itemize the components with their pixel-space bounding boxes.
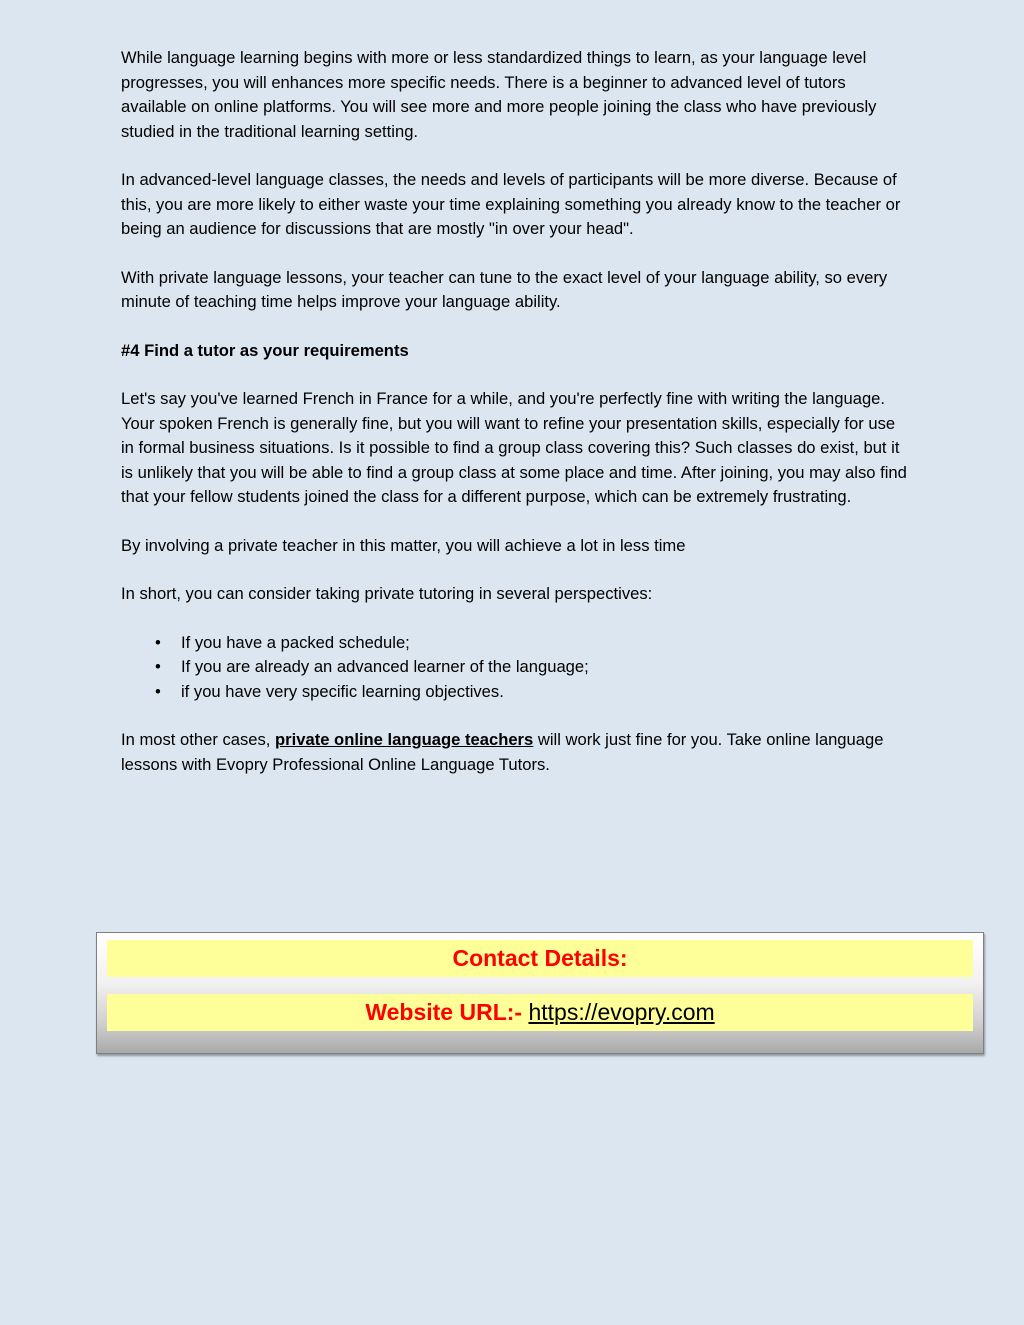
closing-text-start: In most other cases, [121,730,276,749]
paragraph-private-lessons: With private language lessons, your teacher can tune to the exact level of your language ability, so every minute of teaching time helps improve your language ability. [121,267,888,311]
contact-details-title: Contact Details: [452,945,628,971]
list-item: • If you have a packed schedule; [181,631,911,656]
contact-title-band [107,940,973,977]
list-item: • if you have very specific learning objectives. [181,680,911,705]
perspectives-list [121,631,911,705]
paragraph-private-teacher: By involving a private teacher in this matter, you will achieve a lot in less time [121,535,686,555]
website-band [107,994,973,1031]
paragraph-intro: While language learning begins with more or less standardized things to learn, as your language level progresses, you will enhances more specific needs. There is a beginner to advanced level of tutors available on online platforms. You will see more and more people joining the class who have previously studied in the traditional learning setting. [121,48,877,141]
list-item: • If you are already an advanced learner of the language; [181,655,911,680]
document-body [121,46,911,801]
website-label: Website URL:- [365,999,523,1025]
contact-details-box [96,932,984,1054]
private-teachers-link[interactable]: private online language teachers [275,730,534,749]
paragraph-french-example: Let's say you've learned French in France for a while, and you're perfectly fine with writing the language. Your spoken French is generally fine, but you will want to refine your presentation skills, especially for use in formal business situations. Is it possible to find a group class covering this? Such classes do exist, but it is unlikely that you will be able to find a group class at some place and time. After joining, you may also find that your fellow students joined the class for a different purpose, which can be extremely frustrating. [121,389,907,506]
paragraph-perspectives: In short, you can consider taking private tutoring in several perspectives: [121,584,653,603]
section-heading: #4 Find a tutor as your requirements [121,340,409,360]
paragraph-closing [121,728,911,777]
closing-text-end: will work just fine for you. Take online language lessons with Evopry Professional Online Language Tutors. [121,730,884,774]
paragraph-advanced-classes: In advanced-level language classes, the needs and levels of participants will be more diverse. Because of this, you are more likely to either waste your time explaining something you already know to the teacher or being an audience for discussions that are mostly "in over your head". [121,170,901,238]
website-url-link[interactable]: https://evopry.com [528,999,715,1025]
